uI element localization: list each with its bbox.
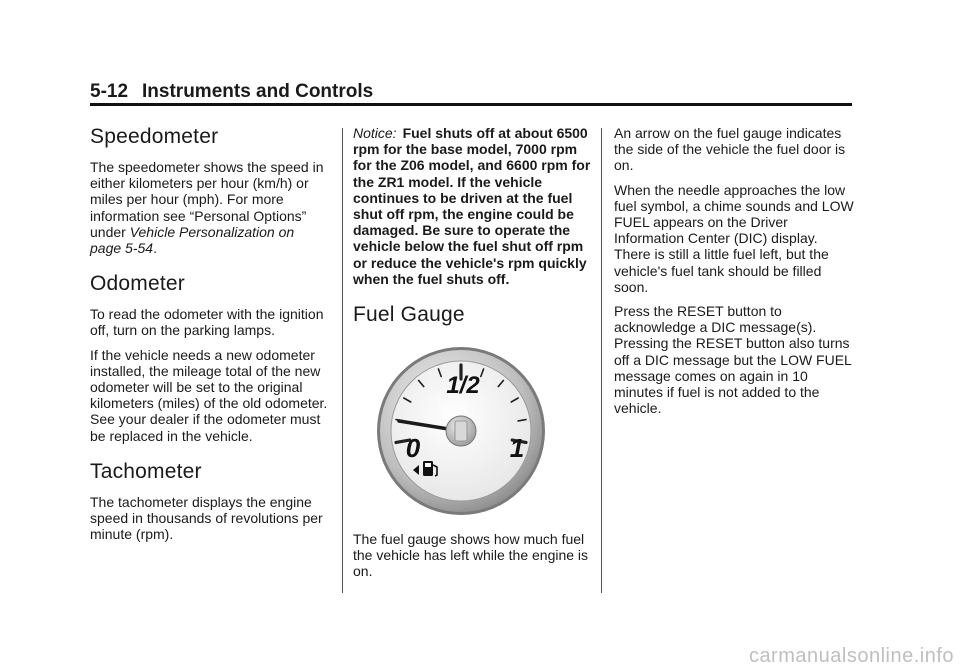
speedometer-paragraph xyxy=(90,159,328,256)
notice-label: Notice: xyxy=(353,125,397,141)
odometer-paragraph-2: If the vehicle needs a new odometer installed, the mileage total of the new odometer will be set to the original kilometers (miles) of the old odometer. See your dealer if the odometer must be replaced in the vehicle. xyxy=(90,346,328,444)
fuel-gauge-paragraph: The fuel gauge shows how much fuel the vehicle has left while the engine is on. xyxy=(353,531,589,580)
speedometer-heading: Speedometer xyxy=(90,125,219,148)
fuel-gauge-svg xyxy=(375,345,547,517)
low-fuel-paragraph: When the needle approaches the low fuel symbol, a chime sounds and LOW FUEL appears on the Driver Information Center (DIC) display. There is still a little fuel left, but the vehicle's fuel tank should be filled soon. xyxy=(614,181,854,295)
notice-text: Fuel shuts off at about 6500 rpm for the base model, 7000 rpm for the Z06 model, and 6600 rpm for the ZR1 model. If the vehicle continues to be driven at the fuel shut off rpm, the engine could be damaged. Be sure to operate the vehicle below the fuel shut off rpm or reduce the vehicle's rpm quickly when the fuel shuts off. xyxy=(353,125,591,287)
odometer-heading: Odometer xyxy=(90,272,185,296)
cross-reference-link[interactable]: Vehicle Personalization on page 5-54 xyxy=(90,223,295,257)
column-divider-2 xyxy=(601,128,602,593)
tachometer-paragraph: The tachometer displays the engine speed in thousands of revolutions per minute (rpm). xyxy=(90,493,323,543)
watermark: carmanualsonline.info xyxy=(748,645,954,667)
gauge-label-half: 1/2 xyxy=(446,372,480,400)
gauge-label-empty: 0 xyxy=(405,433,421,464)
odometer-paragraph-1: To read the odometer with the ignition off, turn on the parking lamps. xyxy=(90,306,324,339)
fuel-gauge-heading: Fuel Gauge xyxy=(353,303,465,327)
header-rule xyxy=(90,103,852,106)
fuel-gauge-illustration xyxy=(375,345,547,517)
speedometer-text-end: . xyxy=(153,240,157,257)
notice-box xyxy=(353,125,593,287)
section-title: Instruments and Controls xyxy=(142,81,374,102)
column-3 xyxy=(614,125,854,424)
column-1 xyxy=(90,125,328,550)
page-number: 5-12 xyxy=(90,81,129,102)
tachometer-heading: Tachometer xyxy=(90,459,202,483)
gauge-hub-cap xyxy=(455,421,467,441)
gauge-label-full: 1 xyxy=(509,433,525,464)
column-divider-1 xyxy=(342,128,343,593)
reset-paragraph: Press the RESET button to acknowledge a DIC message(s). Pressing the RESET button also turns off a DIC message but the LOW FUEL message comes on again in 10 minutes if fuel is not added to the vehicle. xyxy=(614,303,852,417)
column-2 xyxy=(353,125,593,588)
fuel-door-paragraph: An arrow on the fuel gauge indicates the side of the vehicle the fuel door is on. xyxy=(614,125,846,174)
page-header xyxy=(90,80,852,104)
speedometer-text: The speedometer shows the speed in either kilometers per hour (km/h) or miles per hour (mph). For more information see “Personal Options” under xyxy=(90,159,324,240)
